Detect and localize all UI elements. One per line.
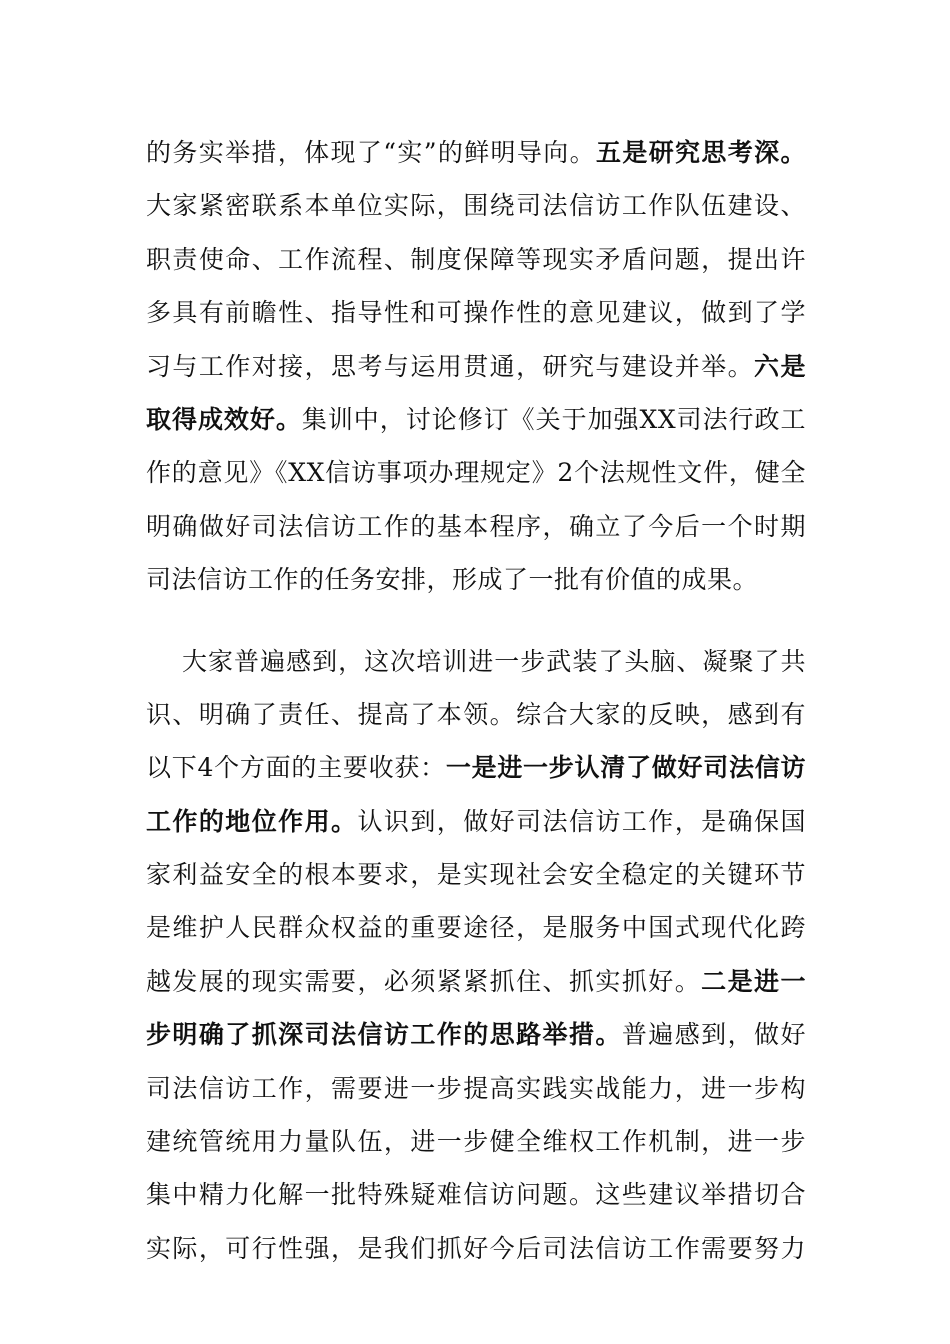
paragraph-gap xyxy=(146,607,806,635)
text-line xyxy=(146,286,806,339)
body-text: 司法信访工作，需要进一步提高实践实战能力，进一步构 xyxy=(146,1073,806,1103)
text-line xyxy=(146,741,806,794)
text-line xyxy=(146,340,806,393)
body-text: 以下4个方面的主要收获： xyxy=(146,753,446,783)
body-text: 是维护人民群众权益的重要途径，是服务中国式现代化跨 xyxy=(146,913,806,943)
text-line xyxy=(146,500,806,553)
document-page xyxy=(146,126,806,1275)
body-text: 作的意见》《XX信访事项办理规定》2个法规性文件，健全 xyxy=(146,458,806,488)
text-line xyxy=(146,1222,806,1275)
paragraph-achievements xyxy=(146,126,806,607)
text-line xyxy=(146,1115,806,1168)
text-line xyxy=(146,901,806,954)
text-line xyxy=(146,1168,806,1221)
body-text: 建统管统用力量队伍，进一步健全维权工作机制，进一步 xyxy=(146,1127,806,1157)
body-text: 实际，可行性强，是我们抓好今后司法信访工作需要努力 xyxy=(146,1233,806,1263)
bold-heading-text: 工作的地位作用。 xyxy=(146,806,358,836)
bold-heading-text: 一是进一步认清了做好司法信访 xyxy=(445,753,806,783)
bold-heading-text: 五是研究思考深。 xyxy=(595,138,806,167)
body-text: 普遍感到，做好 xyxy=(621,1020,806,1050)
bold-heading-text: 二是进一 xyxy=(701,966,806,996)
text-line xyxy=(146,233,806,286)
body-text: 集训中，讨论修订《关于加强XX司法行政工 xyxy=(301,404,806,434)
body-text: 家利益安全的根本要求，是实现社会安全稳定的关键环节 xyxy=(146,860,806,890)
bold-heading-text: 步明确了抓深司法信访工作的思路举措。 xyxy=(146,1020,622,1050)
bold-heading-text: 取得成效好。 xyxy=(146,404,302,434)
text-line xyxy=(146,553,806,606)
text-line xyxy=(146,179,806,232)
text-line xyxy=(146,1008,806,1061)
text-line xyxy=(146,795,806,848)
body-text: 的务实举措，体现了“实”的鲜明导向。 xyxy=(146,138,596,167)
body-text: 多具有前瞻性、指导性和可操作性的意见建议，做到了学 xyxy=(146,298,806,328)
body-text: 识、明确了责任、提高了本领。综合大家的反映，感到有 xyxy=(146,699,806,729)
body-text: 认识到，做好司法信访工作，是确保国 xyxy=(357,806,806,836)
text-line xyxy=(146,393,806,446)
text-line xyxy=(146,955,806,1008)
paragraph-gains xyxy=(146,635,806,1276)
body-text: 习与工作对接，思考与运用贯通，研究与建设并举。 xyxy=(146,351,755,381)
bold-heading-text: 六是 xyxy=(754,351,806,381)
text-line xyxy=(146,688,806,741)
body-text: 明确做好司法信访工作的基本程序，确立了今后一个时期 xyxy=(146,511,806,541)
body-text: 职责使命、工作流程、制度保障等现实矛盾问题，提出许 xyxy=(146,244,806,274)
body-text: 集中精力化解一批特殊疑难信访问题。这些建议举措切合 xyxy=(146,1180,806,1210)
body-text: 大家紧密联系本单位实际，围绕司法信访工作队伍建设、 xyxy=(146,191,806,221)
text-line xyxy=(146,848,806,901)
text-line xyxy=(146,446,806,499)
body-text: 大家普遍感到，这次培训进一步武装了头脑、凝聚了共 xyxy=(182,646,806,676)
text-line xyxy=(146,126,806,179)
body-text: 越发展的现实需要，必须紧紧抓住、抓实抓好。 xyxy=(146,966,702,996)
text-line xyxy=(146,635,806,688)
body-text: 司法信访工作的任务安排，形成了一批有价值的成果。 xyxy=(146,565,759,595)
text-line xyxy=(146,1062,806,1115)
